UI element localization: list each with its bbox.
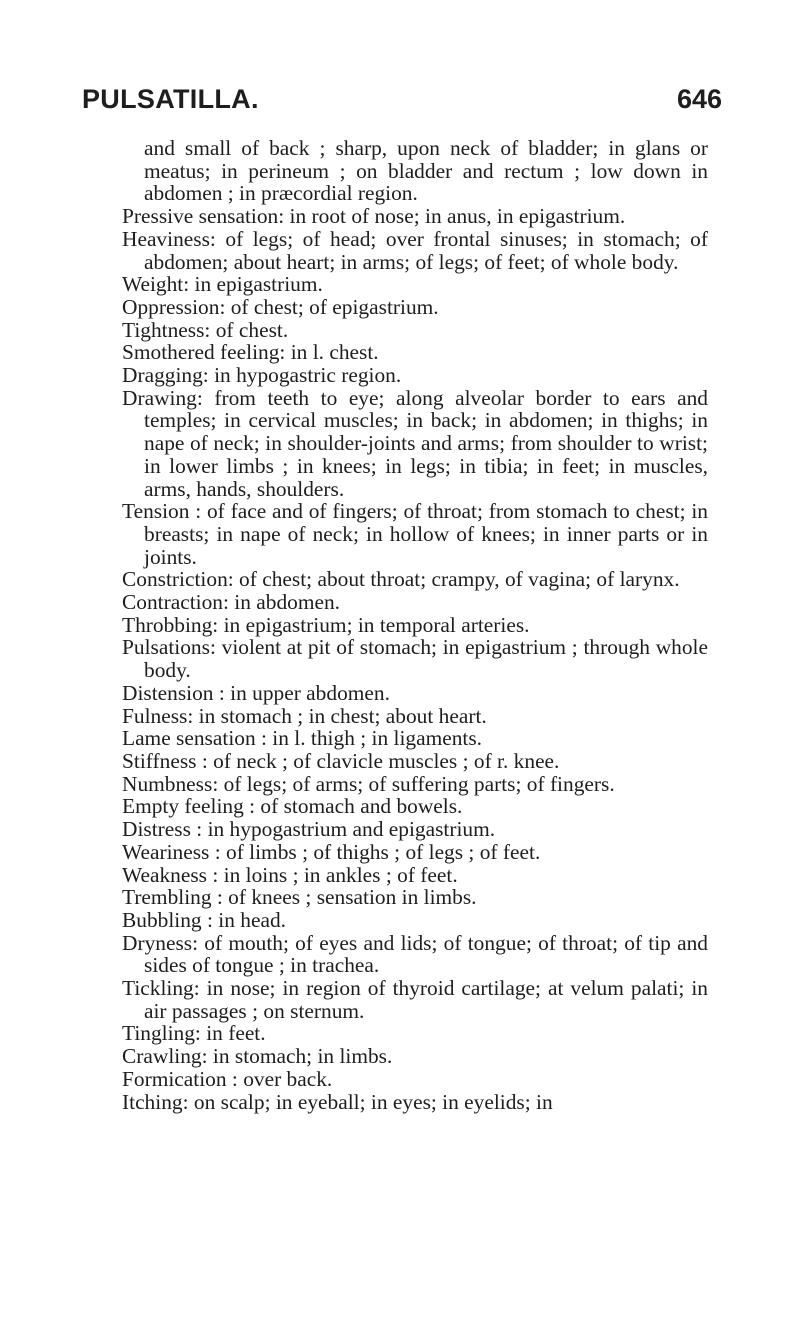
running-title: PULSATILLA. bbox=[82, 84, 259, 114]
entry-tickling: Tickling: in nose; in region of thyroid cartilage; at velum palati; in air passages ; on sternum. bbox=[122, 976, 708, 1023]
entry-smothered: Smothered feeling: in l. chest. bbox=[122, 340, 379, 365]
entry-trembling: Trembling : of knees ; sensation in limbs. bbox=[122, 885, 477, 910]
running-header bbox=[82, 84, 722, 120]
entry-drawing: Drawing: from teeth to eye; along alveolar border to ears and temples; in cervical muscles; in back; in abdomen; in thighs; in nape of neck; in shoulder-joints and arms; from shoulder to wrist; in lower limbs ; in knees; in legs; in tibia; in feet; in muscles, arms, hands, shoulders. bbox=[122, 385, 708, 501]
symptom-list bbox=[122, 137, 708, 1113]
entry-heaviness: Heaviness: of legs; of head; over frontal sinuses; in stomach; of abdomen; about heart; in arms; of legs; of feet; of whole body. bbox=[122, 226, 708, 274]
entry-numbness: Numbness: of legs; of arms; of suffering parts; of fingers. bbox=[122, 771, 615, 796]
entry-tension: Tension : of face and of fingers; of throat; from stomach to chest; in breasts; in nape of neck; in hollow of knees; in inner parts or in joints. bbox=[122, 499, 708, 569]
entry-pressive: Pressive sensation: in root of nose; in anus, in epigastrium. bbox=[122, 204, 626, 229]
entry-dragging: Dragging: in hypogastric region. bbox=[122, 363, 402, 388]
entry-throbbing: Throbbing: in epigastrium; in temporal arteries. bbox=[122, 612, 530, 637]
entry-contraction: Contraction: in abdomen. bbox=[122, 590, 341, 615]
entry-distension: Distension : in upper abdomen. bbox=[122, 680, 390, 705]
page-number: 646 bbox=[676, 84, 722, 114]
entry-fulness: Fulness: in stomach ; in chest; about heart. bbox=[122, 703, 487, 728]
entry-empty: Empty feeling : of stomach and bowels. bbox=[122, 794, 463, 819]
entry-stiffness: Stiffness : of neck ; of clavicle muscles ; of r. knee. bbox=[122, 748, 560, 773]
entry-bubbling: Bubbling : in head. bbox=[122, 907, 286, 932]
entry-weakness: Weakness : in loins ; in ankles ; of feet. bbox=[122, 862, 458, 887]
entry-weariness: Weariness : of limbs ; of thighs ; of legs ; of feet. bbox=[122, 839, 541, 864]
entry-tingling: Tingling: in feet. bbox=[122, 1021, 266, 1046]
entry-lame: Lame sensation : in l. thigh ; in ligaments. bbox=[122, 726, 483, 751]
entry-constriction: Constriction: of chest; about throat; crampy, of vagina; of larynx. bbox=[122, 567, 680, 592]
entry-dryness: Dryness: of mouth; of eyes and lids; of tongue; of throat; of tip and sides of tongue ; in trachea. bbox=[122, 930, 708, 978]
entry-distress: Distress : in hypogastrium and epigastrium. bbox=[122, 817, 496, 842]
entry-continuation: and small of back ; sharp, upon neck of bladder; in glans or meatus; in perineum ; on bladder and rectum ; low down in abdomen ; in præcordial region. bbox=[144, 136, 708, 206]
entry-weight: Weight: in epigastrium. bbox=[122, 272, 323, 297]
entry-tightness: Tightness: of chest. bbox=[122, 317, 289, 342]
entry-oppression: Oppression: of chest; of epigastrium. bbox=[122, 294, 439, 319]
entry-pulsations: Pulsations: violent at pit of stomach; in epigastrium ; through whole body. bbox=[122, 635, 708, 683]
entry-formication: Formication : over back. bbox=[122, 1066, 333, 1091]
entry-itching: Itching: on scalp; in eyeball; in eyes; in eyelids; in bbox=[122, 1089, 553, 1114]
entry-crawling: Crawling: in stomach; in limbs. bbox=[122, 1044, 393, 1069]
